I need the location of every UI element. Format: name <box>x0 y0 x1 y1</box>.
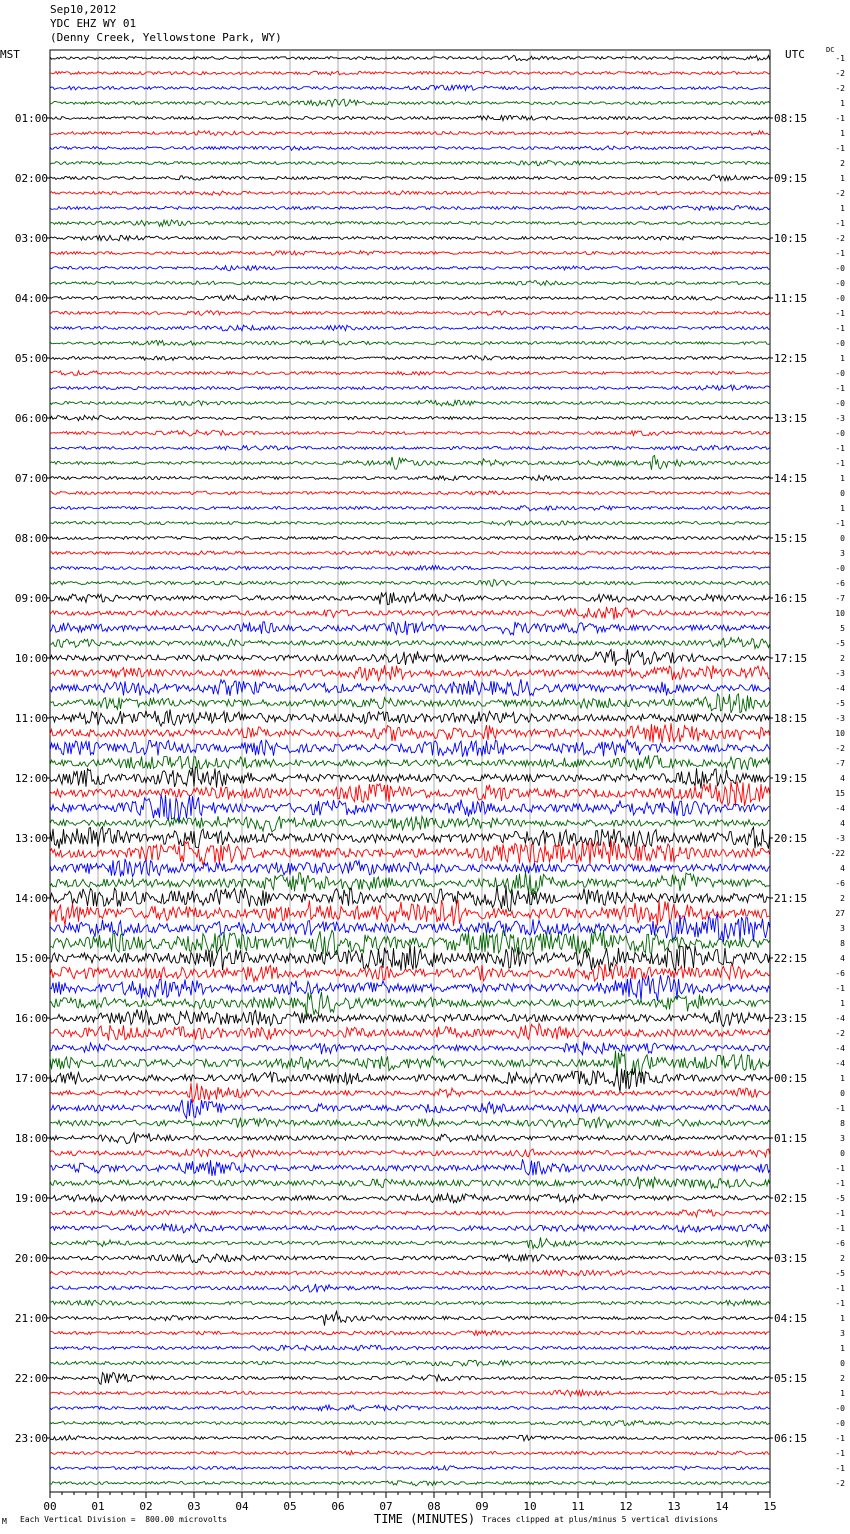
seismic-trace <box>50 1051 770 1077</box>
seismic-trace <box>50 1149 770 1157</box>
utc-hour-label: 15:15 <box>774 532 808 545</box>
dc-offset-label: 1 <box>840 129 845 138</box>
x-tick-label: 04 <box>235 1500 249 1513</box>
dc-offset-label: 0 <box>840 489 845 498</box>
seismic-trace <box>50 1041 770 1054</box>
utc-hour-label: 21:15 <box>774 892 808 905</box>
x-tick-label: 12 <box>619 1500 633 1513</box>
seismic-trace <box>50 723 770 743</box>
dc-offset-label: 3 <box>840 924 845 933</box>
seismic-trace <box>50 665 770 680</box>
dc-offset-label: 0 <box>840 1149 845 1158</box>
x-tick-label: 05 <box>283 1500 297 1513</box>
seismic-trace <box>50 929 770 956</box>
dc-offset-label: -1 <box>835 219 845 228</box>
seismic-trace <box>50 679 770 696</box>
dc-offset-label: -0 <box>835 339 845 348</box>
dc-offset-label: 2 <box>840 894 845 903</box>
seismic-trace <box>50 430 770 436</box>
dc-offset-label: 1 <box>840 204 845 213</box>
mst-hour-label: 20:00 <box>14 1252 48 1265</box>
dc-offset-label: -1 <box>835 309 845 318</box>
dc-offset-label: -2 <box>835 84 845 93</box>
seismic-trace <box>50 251 770 256</box>
seismic-trace <box>50 1284 770 1292</box>
seismic-trace <box>50 55 770 60</box>
seismic-trace <box>50 1311 770 1325</box>
dc-offset-label: 1 <box>840 99 845 108</box>
seismic-trace <box>50 371 770 375</box>
dc-offset-label: -6 <box>835 879 845 888</box>
mst-hour-label: 13:00 <box>14 832 48 845</box>
dc-offset-label: 1 <box>840 1389 845 1398</box>
dc-offset-label: 1 <box>840 504 845 513</box>
seismic-trace <box>50 900 770 926</box>
dc-offset-label: -4 <box>835 1059 845 1068</box>
seismic-trace <box>50 385 770 390</box>
dc-offset-label: -2 <box>835 69 845 78</box>
dc-offset-label: -1 <box>835 984 845 993</box>
dc-offset-label: -22 <box>830 849 845 858</box>
dc-offset-label: 0 <box>840 1089 845 1098</box>
x-tick-label: 11 <box>571 1500 585 1513</box>
dc-offset-label: 4 <box>840 774 845 783</box>
dc-offset-label: -1 <box>835 114 845 123</box>
seismic-trace <box>50 475 770 480</box>
x-tick-label: 02 <box>139 1500 153 1513</box>
seismic-trace <box>50 795 770 822</box>
mst-hour-label: 16:00 <box>14 1012 48 1025</box>
mst-hour-label: 19:00 <box>14 1192 48 1205</box>
seismic-trace <box>50 1254 770 1263</box>
seismic-trace <box>50 767 770 789</box>
dc-offset-label: -1 <box>835 1284 845 1293</box>
seismic-trace <box>50 592 770 604</box>
seismic-trace <box>50 1009 770 1026</box>
dc-offset-label: 0 <box>840 1359 845 1368</box>
seismic-trace <box>50 885 770 911</box>
mst-hour-label: 17:00 <box>14 1072 48 1085</box>
dc-offset-label: 3 <box>840 1329 845 1338</box>
dc-offset-label: 1 <box>840 1314 845 1323</box>
dc-offset-label: -1 <box>835 144 845 153</box>
dc-offset-label: -0 <box>835 1419 845 1428</box>
seismic-trace <box>50 975 770 1001</box>
mst-hour-label: 08:00 <box>14 532 48 545</box>
seismic-trace <box>50 1481 770 1486</box>
utc-hour-label: 16:15 <box>774 592 808 605</box>
x-tick-label: 10 <box>523 1500 537 1513</box>
dc-offset-label: 2 <box>840 159 845 168</box>
seismic-trace <box>50 1023 770 1040</box>
dc-column-title: DC <box>826 46 835 54</box>
dc-offset-label: -2 <box>835 1479 845 1488</box>
dc-offset-label: 1 <box>840 999 845 1008</box>
x-tick-label: 09 <box>475 1500 489 1513</box>
scale-note: Each Vertical Division = 800.00 microvolts <box>20 1515 228 1524</box>
dc-offset-label: -2 <box>835 744 845 753</box>
seismic-trace <box>50 992 770 1016</box>
dc-offset-label: -1 <box>835 1179 845 1188</box>
x-axis-title: TIME (MINUTES) <box>374 1512 476 1526</box>
dc-offset-label: -5 <box>835 1269 845 1278</box>
dc-offset-label: 27 <box>835 909 845 918</box>
x-tick-label: 03 <box>187 1500 201 1513</box>
dc-offset-label: 1 <box>840 354 845 363</box>
seismic-trace <box>50 649 770 665</box>
dc-offset-label: 1 <box>840 174 845 183</box>
dc-offset-label: -7 <box>835 594 845 603</box>
seismic-trace <box>50 131 770 136</box>
dc-offset-label: -0 <box>835 564 845 573</box>
seismic-trace <box>50 816 770 832</box>
utc-hour-label: 19:15 <box>774 772 808 785</box>
dc-offset-label: -7 <box>835 759 845 768</box>
dc-offset-label: 1 <box>840 474 845 483</box>
seismic-trace <box>50 99 770 106</box>
mst-hour-label: 09:00 <box>14 592 48 605</box>
dc-offset-label: -0 <box>835 369 845 378</box>
dc-offset-label: -0 <box>835 429 845 438</box>
utc-hour-label: 11:15 <box>774 292 808 305</box>
dc-offset-label: -4 <box>835 1014 845 1023</box>
station-code: YDC EHZ WY 01 <box>50 17 137 30</box>
seismic-trace <box>50 694 770 713</box>
mst-hour-label: 05:00 <box>14 352 48 365</box>
dc-offset-label: -3 <box>835 834 845 843</box>
dc-offset-label: 1 <box>840 1344 845 1353</box>
seismic-trace <box>50 755 770 770</box>
seismic-trace <box>50 116 770 121</box>
dc-offset-label: -1 <box>835 1299 845 1308</box>
dc-offset-label: 8 <box>840 939 845 948</box>
seismic-trace <box>50 1331 770 1336</box>
seismic-trace <box>50 1224 770 1233</box>
dc-offset-label: -3 <box>835 714 845 723</box>
seismic-trace <box>50 1083 770 1102</box>
seismic-trace <box>50 1345 770 1350</box>
seismic-trace <box>50 506 770 511</box>
mst-hour-label: 04:00 <box>14 292 48 305</box>
seismic-trace <box>50 1451 770 1456</box>
utc-hour-label: 17:15 <box>774 652 808 665</box>
seismic-trace <box>50 621 770 635</box>
dc-offset-label: -6 <box>835 579 845 588</box>
utc-hour-label: 23:15 <box>774 1012 808 1025</box>
seismic-trace <box>50 356 770 361</box>
dc-offset-label: -1 <box>835 1464 845 1473</box>
logo-mark: M <box>2 1517 7 1526</box>
mst-hour-label: 11:00 <box>14 712 48 725</box>
mst-hour-label: 10:00 <box>14 652 48 665</box>
seismic-trace <box>50 455 770 469</box>
seismic-trace <box>50 1270 770 1276</box>
dc-offset-label: -4 <box>835 1044 845 1053</box>
seismic-trace <box>50 71 770 75</box>
seismic-trace <box>50 1210 770 1217</box>
dc-offset-label: -6 <box>835 969 845 978</box>
dc-offset-label: 10 <box>835 609 845 618</box>
dc-offset-label: -1 <box>835 1224 845 1233</box>
seismic-trace <box>50 295 770 300</box>
seismic-trace <box>50 1421 770 1426</box>
seismic-trace <box>50 839 770 865</box>
dc-offset-label: 1 <box>840 1074 845 1083</box>
dc-offset-label: 4 <box>840 864 845 873</box>
mst-hour-label: 22:00 <box>14 1372 48 1385</box>
utc-hour-label: 10:15 <box>774 232 808 245</box>
dc-offset-label: -1 <box>835 1164 845 1173</box>
x-tick-label: 15 <box>763 1500 777 1513</box>
dc-offset-label: 8 <box>840 1119 845 1128</box>
x-tick-label: 08 <box>427 1500 441 1513</box>
x-tick-label: 01 <box>91 1500 105 1513</box>
mst-hour-label: 03:00 <box>14 232 48 245</box>
utc-hour-label: 06:15 <box>774 1432 808 1445</box>
dc-offset-label: -1 <box>835 1434 845 1443</box>
dc-offset-label: -4 <box>835 684 845 693</box>
dc-offset-label: 2 <box>840 1374 845 1383</box>
mst-axis-title: MST <box>0 48 20 61</box>
x-tick-label: 00 <box>43 1500 57 1513</box>
chart-date: Sep10,2012 <box>50 3 117 16</box>
x-tick-label: 13 <box>667 1500 681 1513</box>
dc-offset-label: -1 <box>835 1104 845 1113</box>
dc-offset-label: 10 <box>835 729 845 738</box>
seismic-trace <box>50 175 770 181</box>
mst-hour-label: 14:00 <box>14 892 48 905</box>
utc-hour-label: 09:15 <box>774 172 808 185</box>
utc-hour-label: 08:15 <box>774 112 808 125</box>
dc-offset-label: 4 <box>840 819 845 828</box>
mst-hour-label: 23:00 <box>14 1432 48 1445</box>
dc-offset-label: -1 <box>835 444 845 453</box>
seismic-trace <box>50 235 770 240</box>
dc-offset-label: -1 <box>835 249 845 258</box>
dc-offset-label: -5 <box>835 639 845 648</box>
seismic-trace <box>50 146 770 151</box>
x-tick-label: 06 <box>331 1500 345 1513</box>
dc-offset-label: -0 <box>835 264 845 273</box>
seismic-trace <box>50 1117 770 1128</box>
dc-offset-label: -2 <box>835 1029 845 1038</box>
dc-offset-label: 5 <box>840 624 845 633</box>
dc-offset-label: 4 <box>840 954 845 963</box>
utc-hour-label: 22:15 <box>774 952 808 965</box>
utc-hour-label: 20:15 <box>774 832 808 845</box>
utc-hour-label: 01:15 <box>774 1132 808 1145</box>
clip-note: Traces clipped at plus/minus 5 vertical divisions <box>482 1515 719 1524</box>
seismic-trace <box>50 827 770 849</box>
dc-offset-label: -3 <box>835 414 845 423</box>
seismic-trace <box>50 311 770 316</box>
dc-offset-label: 2 <box>840 1254 845 1263</box>
utc-hour-label: 18:15 <box>774 712 808 725</box>
seismic-trace <box>50 859 770 877</box>
x-tick-label: 14 <box>715 1500 729 1513</box>
seismic-trace <box>50 220 770 226</box>
dc-offset-label: -1 <box>835 324 845 333</box>
dc-offset-label: -0 <box>835 1404 845 1413</box>
dc-offset-label: -0 <box>835 279 845 288</box>
dc-offset-label: -1 <box>835 384 845 393</box>
seismic-trace <box>50 521 770 526</box>
seismic-trace <box>50 266 770 271</box>
dc-offset-label: -1 <box>835 1209 845 1218</box>
seismic-trace <box>50 1133 770 1144</box>
seismic-trace <box>50 536 770 540</box>
seismic-trace <box>50 607 770 620</box>
dc-offset-label: -4 <box>835 804 845 813</box>
x-tick-label: 07 <box>379 1500 393 1513</box>
seismic-trace <box>50 579 770 586</box>
plot-frame <box>50 50 770 1492</box>
mst-hour-label: 06:00 <box>14 412 48 425</box>
seismic-trace <box>50 1360 770 1366</box>
station-location: (Denny Creek, Yellowstone Park, WY) <box>50 31 282 44</box>
seismic-trace <box>50 1372 770 1384</box>
dc-offset-label: -0 <box>835 294 845 303</box>
utc-hour-label: 14:15 <box>774 472 808 485</box>
utc-hour-label: 12:15 <box>774 352 808 365</box>
dc-offset-label: 2 <box>840 654 845 663</box>
utc-hour-label: 04:15 <box>774 1312 808 1325</box>
dc-offset-label: -1 <box>835 459 845 468</box>
seismic-trace <box>50 1159 770 1176</box>
dc-offset-label: -2 <box>835 189 845 198</box>
mst-hour-label: 15:00 <box>14 952 48 965</box>
mst-hour-label: 02:00 <box>14 172 48 185</box>
seismic-trace <box>50 964 770 981</box>
seismic-trace <box>50 415 770 420</box>
seismic-trace <box>50 1099 770 1118</box>
dc-offset-label: -3 <box>835 669 845 678</box>
mst-hour-label: 12:00 <box>14 772 48 785</box>
dc-offset-label: -1 <box>835 1449 845 1458</box>
dc-offset-label: -0 <box>835 399 845 408</box>
seismic-trace <box>50 1194 770 1203</box>
mst-hour-label: 21:00 <box>14 1312 48 1325</box>
seismic-trace <box>50 1300 770 1306</box>
dc-offset-label: -1 <box>835 54 845 63</box>
utc-hour-label: 00:15 <box>774 1072 808 1085</box>
seismic-trace <box>50 191 770 196</box>
seismic-trace <box>50 1069 770 1092</box>
utc-hour-label: 05:15 <box>774 1372 808 1385</box>
seismic-trace <box>50 1435 770 1441</box>
seismic-trace <box>50 1405 770 1411</box>
seismic-trace <box>50 551 770 555</box>
seismic-trace <box>50 206 770 211</box>
seismic-trace <box>50 1390 770 1397</box>
utc-hour-label: 13:15 <box>774 412 808 425</box>
seismic-trace <box>50 340 770 345</box>
seismic-trace <box>50 85 770 90</box>
seismic-trace <box>50 281 770 286</box>
utc-hour-label: 03:15 <box>774 1252 808 1265</box>
seismic-trace <box>50 872 770 895</box>
seismic-trace <box>50 638 770 649</box>
seismic-trace <box>50 566 770 571</box>
seismic-trace <box>50 1237 770 1248</box>
dc-offset-label: -5 <box>835 699 845 708</box>
mst-hour-label: 18:00 <box>14 1132 48 1145</box>
seismic-trace <box>50 445 770 450</box>
seismic-trace <box>50 491 770 495</box>
seismic-trace <box>50 1466 770 1470</box>
seismic-trace <box>50 325 770 331</box>
mst-hour-label: 01:00 <box>14 112 48 125</box>
seismic-trace <box>50 400 770 406</box>
seismic-trace <box>50 709 770 726</box>
utc-axis-title: UTC <box>785 48 805 61</box>
dc-offset-label: -2 <box>835 234 845 243</box>
seismic-trace <box>50 160 770 165</box>
seismic-trace <box>50 782 770 807</box>
dc-offset-label: 3 <box>840 1134 845 1143</box>
dc-offset-label: 3 <box>840 549 845 558</box>
dc-offset-label: -5 <box>835 1194 845 1203</box>
mst-hour-label: 07:00 <box>14 472 48 485</box>
dc-offset-label: -1 <box>835 519 845 528</box>
dc-offset-label: 0 <box>840 534 845 543</box>
seismic-trace <box>50 1177 770 1189</box>
dc-offset-label: 15 <box>835 789 845 798</box>
utc-hour-label: 02:15 <box>774 1192 808 1205</box>
dc-offset-label: -6 <box>835 1239 845 1248</box>
